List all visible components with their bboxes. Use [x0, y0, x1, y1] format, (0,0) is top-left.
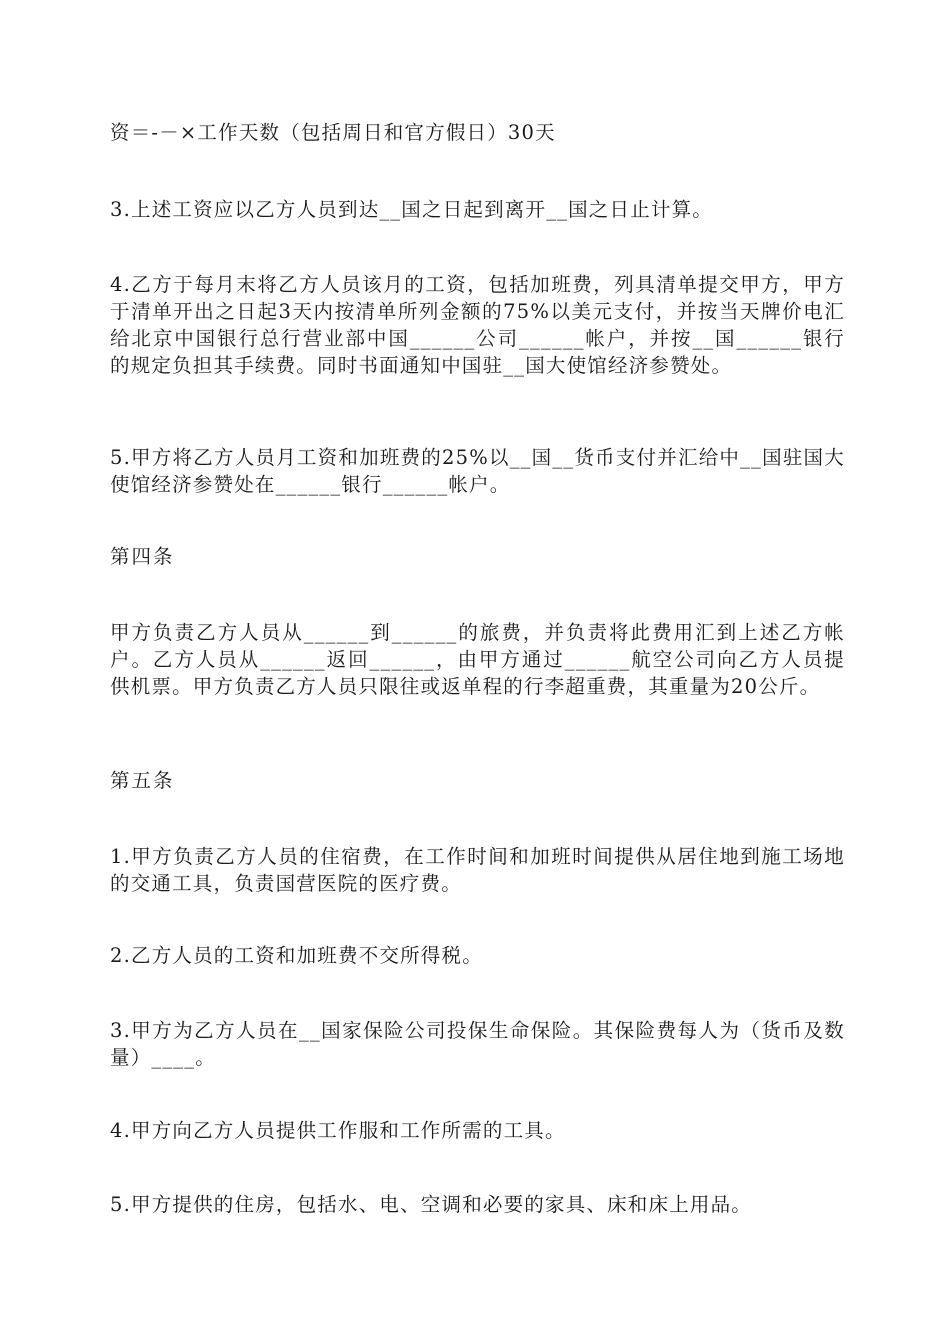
article-4-travel-expenses: 甲方负责乙方人员从______到______的旅费，并负责将此费用汇到上述乙方帐户。乙方人员从______返回______，由甲方通过______航空公司向乙方人员提供机票。甲方负责乙方人员只限往或返单程的行李超重费，其重量为20公斤。	[110, 621, 845, 698]
clause-1-accommodation: 1.甲方负责乙方人员的住宿费，在工作时间和加班时间提供从居住地到施工场地的交通工具，负责国营医院的医疗费。	[110, 845, 845, 895]
article-4-heading: 第四条	[110, 545, 175, 568]
clause-2-tax-exemption: 2.乙方人员的工资和加班费不交所得税。	[110, 944, 483, 967]
clause-5-housing: 5.甲方提供的住房，包括水、电、空调和必要的家具、床和床上用品。	[110, 1193, 753, 1216]
clause-4-work-clothes: 4.甲方向乙方人员提供工作服和工作所需的工具。	[110, 1119, 566, 1142]
wage-formula-line: 资＝-－×工作天数（包括周日和官方假日）30天	[110, 121, 556, 144]
clause-4-monthly-payment: 4.乙方于每月末将乙方人员该月的工资，包括加班费，列具清单提交甲方，甲方于清单开出之日起3天内按清单所列金额的75%以美元支付，并按当天牌价电汇给北京中国银行总行营业部中国______公司______帐户，并按__国______银行的规定负担其手续费。同时书面通知中国驻__国大使馆经济参赞处。	[110, 273, 845, 377]
clause-5-local-currency: 5.甲方将乙方人员月工资和加班费的25%以__国__货币支付并汇给中__国驻国大使馆经济参赞处在______银行______帐户。	[110, 446, 845, 496]
article-5-heading: 第五条	[110, 769, 175, 792]
clause-3-wage-period: 3.上述工资应以乙方人员到达__国之日起到离开__国之日止计算。	[110, 198, 714, 221]
clause-3-life-insurance: 3.甲方为乙方人员在__国家保险公司投保生命保险。其保险费每人为（货币及数量）____。	[110, 1019, 845, 1069]
